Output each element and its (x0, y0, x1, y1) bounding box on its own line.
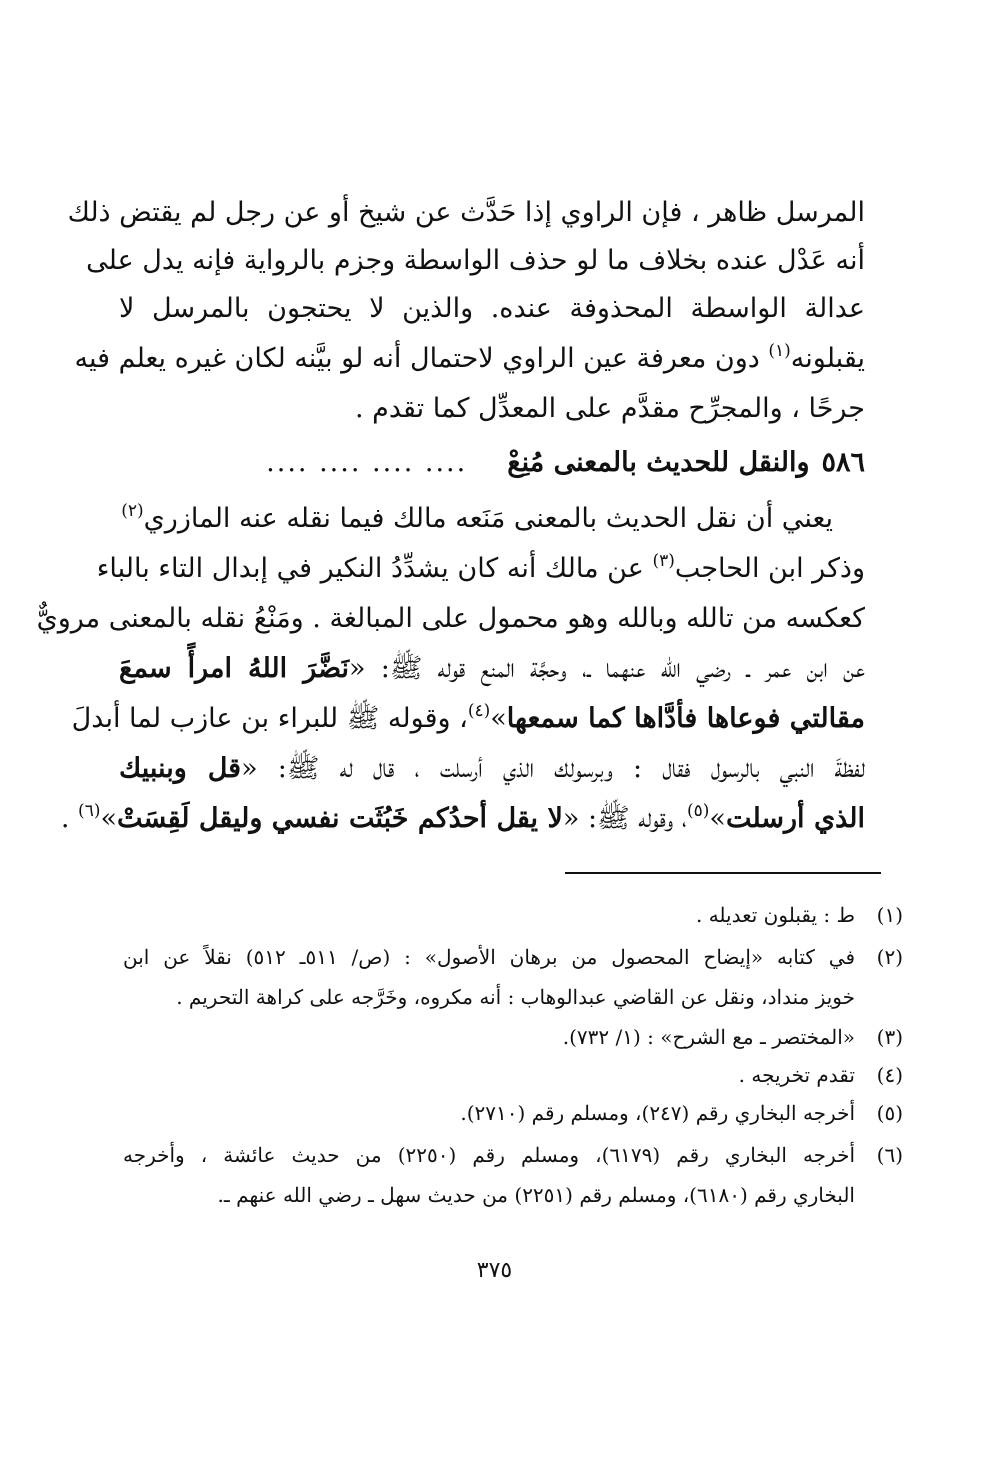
body-line-3: عدالة الواسطة المحذوفة عنده. والذين لا يحتجون بالمرسل لا (119, 293, 865, 324)
footnote-separator (565, 872, 881, 874)
hadith-quote-1b: مقالتي فوعاها فأدَّاها كما سمعها (506, 703, 865, 734)
body-line-4-rest: دون معرفة عين الراوي لاحتمال أنه لو بيَّنه لكان غيره يعلم فيه (74, 343, 769, 374)
footnote-ref-5: (٥) (686, 801, 710, 821)
quote-close-2: » (709, 803, 726, 834)
hadith-quote-2b: الذي أرسلت (725, 803, 865, 834)
footnote-4 (123, 1058, 903, 1094)
verse-number: ٥٨٦ (821, 447, 865, 478)
commentary-line-1 (119, 496, 833, 546)
quote-close-3: » (100, 803, 117, 834)
footnote-ref-3: (٣) (652, 551, 675, 571)
footnote-5 (123, 1096, 903, 1132)
commentary-line-4-start: عن ابن عمر ـ رضي الله عنهما ـ، وحجَّة المنع قوله ﷺ: « (349, 653, 865, 684)
verse-line (119, 438, 865, 488)
commentary-line-6-start: لفظةَ النبي بالرسول فقال : وبرسولك الذي أرسلت ، قال له ﷺ: « (241, 753, 865, 784)
footnote-number: (١) (876, 903, 903, 927)
footnote-ref-1: (١) (768, 341, 791, 361)
hadith-quote-2a: قل وبنبيك (119, 753, 242, 784)
hadith-quote-3: لا يقل أحدُكم خَبُثَت نفسي وليقل لَقِسَتْ (117, 803, 563, 834)
footnote-1 (123, 898, 903, 934)
footnote-ref-2: (٢) (121, 501, 144, 521)
commentary-line-2 (96, 546, 865, 596)
footnote-2 (123, 940, 903, 976)
commentary-line-7-end: . (60, 803, 79, 834)
footnote-text: أخرجه البخاري رقم (٢٤٧)، ومسلم رقم (٢٧١٠). (460, 1101, 855, 1125)
verse-text: والنقل للحديث بالمعنى مُنِعْ (507, 447, 810, 478)
commentary-line-6 (119, 746, 865, 796)
verse-dots: .... .... .... .... (266, 447, 468, 478)
footnote-6-cont: البخاري رقم (٦١٨٠)، ومسلم رقم (٢٢٥١) من حديث سهل ـ رضي الله عنهم ـ. (217, 1183, 855, 1207)
footnote-6 (123, 1138, 903, 1174)
commentary-line-4 (119, 646, 865, 696)
commentary-line-5 (71, 696, 865, 746)
quote-close-1: » (490, 703, 507, 734)
footnote-number: (٣) (876, 1025, 903, 1049)
page-number: ٣٧٥ (476, 1258, 513, 1283)
footnote-text: تقدم تخريجه . (738, 1063, 855, 1087)
commentary-line-5-rest: ، وقوله ﷺ للبراء بن عازب لما أبدلَ (71, 703, 468, 734)
body-line-4-start: يقبلونه (790, 343, 865, 374)
commentary-line-3: كعكسه من تالله وبالله وهو محمول على المبالغة . ومَنْعُ نقله بالمعنى مرويٌّ (36, 603, 865, 634)
body-line-1: المرسل ظاهر ، فإن الراوي إذا حَدَّث عن شيخ أو عن رجل لم يقتض ذلك (67, 197, 865, 228)
footnote-text: «المختصر ـ مع الشرح» : (١/ ٧٣٢). (562, 1025, 855, 1049)
footnote-number: (٦) (876, 1143, 903, 1167)
body-line-2: أنه عَدْل عنده بخلاف ما لو حذف الواسطة وجزم بالرواية فإنه يدل على (86, 245, 865, 276)
body-line-4 (74, 336, 865, 386)
footnote-2-cont: خويز منداد، ونقل عن القاضي عبدالوهاب : أنه مكروه، وخَرَّجه على كراهة التحريم . (176, 985, 855, 1009)
commentary-line-1-text: يعني أن نقل الحديث بالمعنى مَنَعه مالك فيما نقله عنه المازري (143, 503, 833, 534)
footnote-ref-6: (٦) (78, 801, 101, 821)
footnote-number: (٢) (876, 945, 903, 969)
commentary-line-2-start: وذكر ابن الحاجب (674, 553, 865, 584)
body-line-5: جرحًا ، والمجرِّح مقدَّم على المعدِّل كما تقدم . (354, 393, 865, 424)
footnote-ref-4: (٤) (467, 701, 491, 721)
footnote-number: (٤) (876, 1063, 903, 1087)
commentary-line-7 (60, 796, 865, 846)
footnote-text: أخرجه البخاري رقم (٦١٧٩)، ومسلم رقم (٢٢٥٠) من حديث عائشة ، وأخرجه (123, 1143, 856, 1167)
footnote-text: في كتابه «إيضاح المحصول من برهان الأصول» : (ص/ ٥١١ـ ٥١٢) نقلاً عن ابن (123, 945, 856, 969)
hadith-quote-1a: نَضَّرَ اللهُ امرأً سمعَ (119, 653, 350, 684)
footnote-number: (٥) (876, 1101, 903, 1125)
footnote-3 (123, 1020, 903, 1056)
commentary-line-7-mid: ، وقوله ﷺ: « (562, 803, 687, 834)
commentary-line-2-rest: عن مالك أنه كان يشدِّدُ النكير في إبدال التاء بالباء (96, 553, 653, 584)
footnote-text: ط : يقبلون تعديله . (695, 903, 855, 927)
